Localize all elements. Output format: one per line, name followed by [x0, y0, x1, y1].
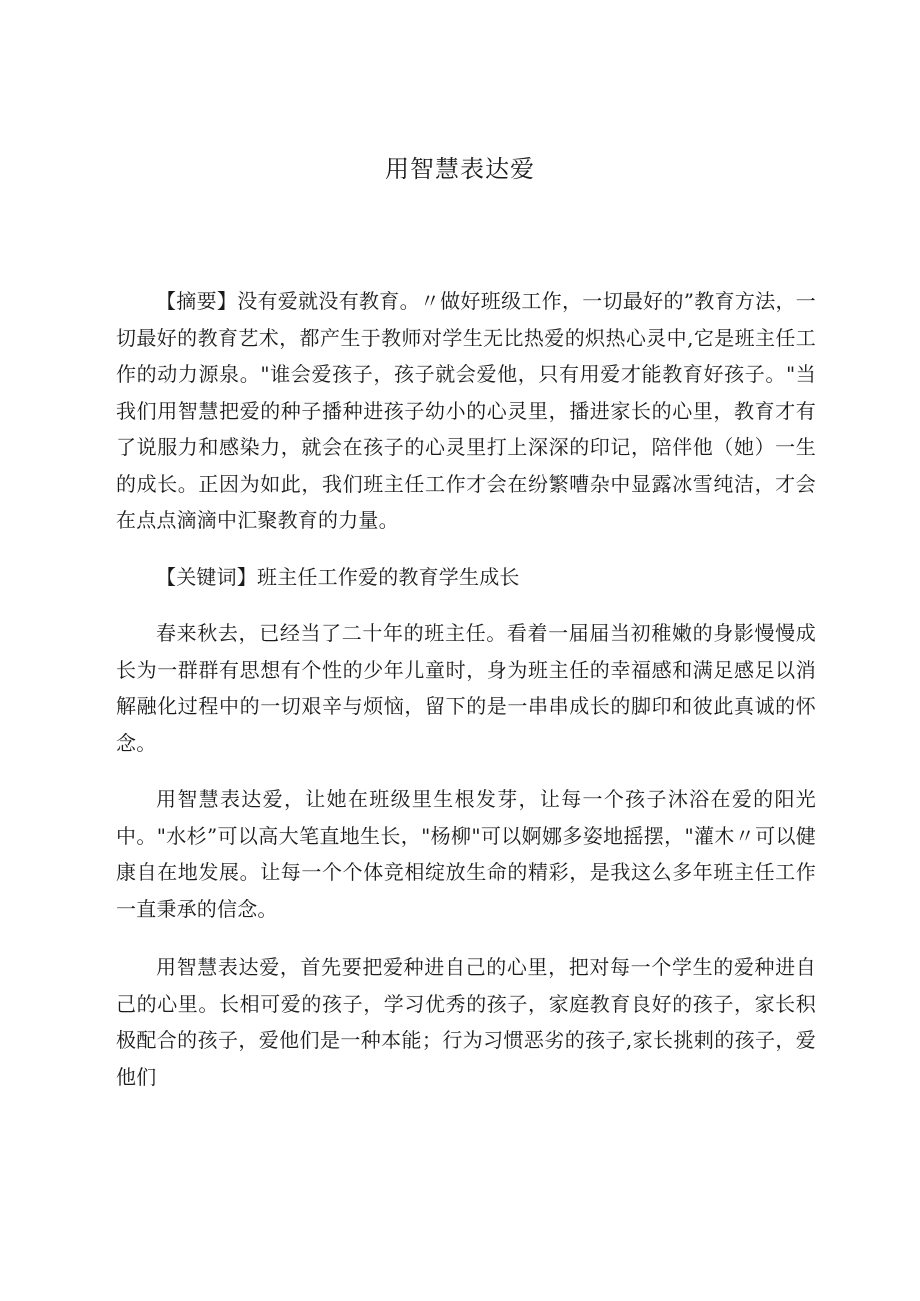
document-body — [116, 283, 816, 1095]
keywords-paragraph: 【关键词】班主任工作爱的教育学生成长 — [156, 564, 520, 589]
abstract-paragraph: 【摘要】没有爱就没有教育。〃做好班级工作，一切最好的”教育方法，一切最好的教育艺术，都产生于教师对学生无比热爱的炽热心灵中,它是班主任工作的动力源泉。"谁会爱孩子，孩子就会爱他，只有用爱才能教育好孩子。"当我们用智慧把爱的种子播种进孩子幼小的心灵里，播进家长的心里，教育才有了说服力和感染力，就会在孩子的心灵里打上深深的印记，陪伴他（她）一生的成长。正因为如此，我们班主任工作才会在纷繁嘈杂中显露冰雪纯洁，才会在点点滴滴中汇聚教育的力量。 — [116, 289, 816, 532]
body-paragraph-1: 春来秋去，已经当了二十年的班主任。看着一届届当初稚嫩的身影慢慢成长为一群群有思想有个性的少年儿童时，身为班主任的幸福感和满足感足以消解融化过程中的一切艰辛与烦恼，留下的是一串串成长的脚印和彼此真诚的怀念。 — [116, 621, 816, 755]
document-title: 用智慧表达爱 — [385, 155, 535, 183]
body-paragraph-3: 用智慧表达爱，首先要把爱种进自己的心里，把对每一个学生的爱种进自己的心里。长相可爱的孩子，学习优秀的孩子，家庭教育良好的孩子，家长积极配合的孩子，爱他们是一种本能；行为习惯恶劣的孩子,家长挑剌的孩子，爱他们 — [116, 955, 816, 1089]
body-paragraph-2: 用智慧表达爱，让她在班级里生根发芽，让每一个孩子沐浴在爱的阳光中。"水杉”可以高大笔直地生长，"杨柳"可以婀娜多姿地摇摆，"灌木〃可以健康自在地发展。让每一个个体竞相绽放生命的精彩，是我这么多年班主任工作一直秉承的信念。 — [116, 787, 816, 921]
